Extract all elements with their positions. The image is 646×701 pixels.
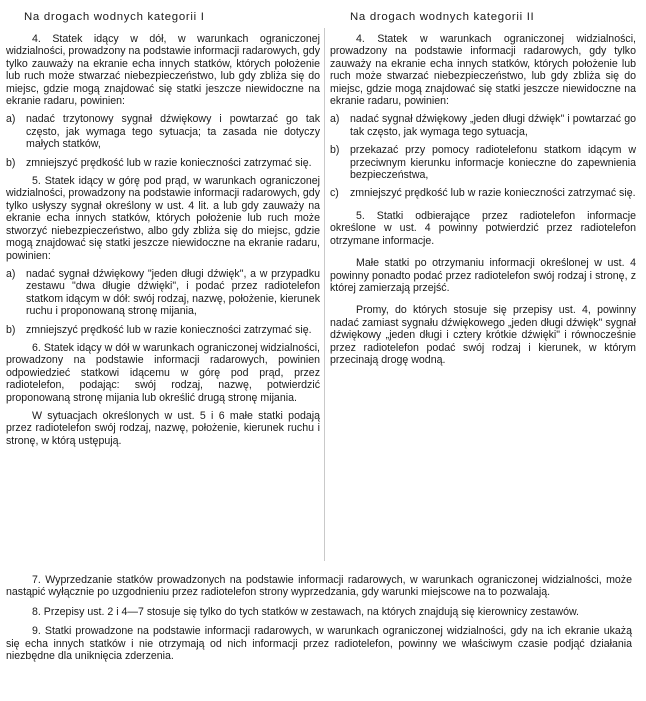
column-divider <box>324 28 325 561</box>
list-item-text: nadać sygnał dźwiękowy "jeden długi dźwięk", a w przypadku zestawu "dwa długie dźwięki", i podać przez radiotelefon statkom idącym w dół: swój rodzaj, nazwę, położenie, kierunek ruchu i proponowaną stronę mijania, <box>26 267 320 318</box>
list-marker: b) <box>6 156 16 169</box>
right-column <box>330 10 636 372</box>
left-column <box>6 10 320 453</box>
list-marker: a) <box>6 113 16 126</box>
right-column-heading: Na drogach wodnych kategorii II <box>350 11 535 23</box>
right-p4-item-b <box>330 144 636 181</box>
right-p4-item-a <box>330 113 636 138</box>
left-paragraph-4: 4. Statek idący w dół, w warunkach ograniczonej widzialności, prowadzony na podstawie informacji radarowych, gdy tylko zauważy na ekranie echa innych statków, których położenie lub ruch może stwarzać niebezpieczeństwo, lub gdy zbliża się do miejsc, gdzie mogą znajdować się statki jeszcze niewidoczne na ekranie radaru, powinien: <box>6 33 320 108</box>
paragraph-9: 9. Statki prowadzone na podstawie informacji radarowych, w warunkach ograniczonej widzialności, gdy na ich ekranie ukażą się echa innych statków i nie otrzymają od nich informacji przez radiotelefon, powinny we właściwym czasie podjąć działania niezbędne dla uniknięcia zderzenia. <box>6 625 632 663</box>
right-paragraph-5b: Małe statki po otrzymaniu informacji określonej w ust. 4 powinny ponadto podać przez radiotelefon swój rodzaj i stronę, z której zamierzają przejść. <box>330 257 636 294</box>
right-paragraph-5: 5. Statki odbierające przez radiotelefon informacje określone w ust. 4 powinny potwierdzić przez radiotelefon otrzymane informacje. <box>330 209 636 247</box>
list-item-text: nadać sygnał dźwiękowy „jeden długi dźwięk" i powtarzać go tak często, jak wymaga tego sytuacja, <box>350 113 636 138</box>
left-p4-item-a <box>6 113 320 150</box>
list-item-text: przekazać przy pomocy radiotelefonu statkom idącym w przeciwnym kierunku informacje konieczne do zapewnienia bezpieczeństwa, <box>350 144 636 182</box>
left-paragraph-6: 6. Statek idący w dół w warunkach ograniczonej widzialności, prowadzony na podstawie informacji radarowych, powinien odpowiedzieć statkowi idącemu w górę pod prąd, przez radiotelefon, podając: swój rodzaj, nazwę, potwierdzić proponowaną stronę mijania lub określić drugą stronę mijania. <box>6 341 320 404</box>
left-p5-item-a <box>6 268 320 318</box>
left-p4-item-b <box>6 157 320 169</box>
list-marker: c) <box>330 187 339 200</box>
left-column-heading: Na drogach wodnych kategorii I <box>24 11 205 23</box>
left-p5-item-b <box>6 324 320 336</box>
list-marker: b) <box>330 144 340 157</box>
right-paragraph-4: 4. Statek w warunkach ograniczonej widzialności, prowadzony na podstawie informacji radarowych, gdy tylko zauważy na ekranie echa innych statków, których położenie lub ruch może stwarzać niebezpieczeństwo, lub gdy zbliża się do miejsc, gdzie mogą znajdować się statki jeszcze niewidoczne na ekranie radaru, powinien: <box>330 33 636 108</box>
list-marker: a) <box>330 113 340 126</box>
left-paragraph-6b: W sytuacjach określonych w ust. 5 i 6 małe statki podają przez radiotelefon swój rodzaj, nazwę, położenie, kierunek ruchu i stronę, w którą ustępują. <box>6 409 320 447</box>
right-p4-item-c <box>330 187 636 199</box>
right-paragraph-5c: Promy, do których stosuje się przepisy ust. 4, powinny nadać zamiast sygnału dźwiękowego „jeden długi dźwięk" sygnał dźwiękowy „jeden długi i cztery krótkie dźwięki" i równocześnie przez radiotelefon podać swój rodzaj i kierunek, w którym przecinają drogę wodną. <box>330 304 636 366</box>
list-item-text: zmniejszyć prędkość lub w razie konieczności zatrzymać się. <box>350 187 636 200</box>
paragraph-7: 7. Wyprzedzanie statków prowadzonych na podstawie informacji radarowych, w warunkach ograniczonej widzialności, może nastąpić wyłącznie po uzgodnieniu przez radiotelefon strony wyprzedzania, gdy warunki miejscowe na to pozwalają. <box>6 574 632 599</box>
list-marker: b) <box>6 323 16 336</box>
full-width-section <box>6 574 632 669</box>
paragraph-8: 8. Przepisy ust. 2 i 4—7 stosuje się tylko do tych statków w zestawach, na których znajdują się kierownicy zestawów. <box>32 605 579 618</box>
list-item-text: zmniejszyć prędkość lub w razie konieczności zatrzymać się. <box>26 323 312 336</box>
list-item-text: nadać trzytonowy sygnał dźwiękowy i powtarzać go tak często, jak wymaga tego sytuacja; ta zasada nie dotyczy małych statków, <box>26 113 320 151</box>
list-marker: a) <box>6 267 16 280</box>
list-item-text: zmniejszyć prędkość lub w razie konieczności zatrzymać się. <box>26 156 312 169</box>
left-paragraph-5: 5. Statek idący w górę pod prąd, w warunkach ograniczonej widzialności, prowadzony na podstawie informacji radarowych, gdy tylko usłyszy sygnał określony w ust. 4 lit. a lub gdy zauważy na ekranie echa innych statków, których położenie lub ruch może stworzyć niebezpieczeństwo, albo gdy zbliża się do miejsc, gdzie mogą znajdować się statki jeszcze niewidoczne na ekranie radaru, powinien: <box>6 175 320 262</box>
